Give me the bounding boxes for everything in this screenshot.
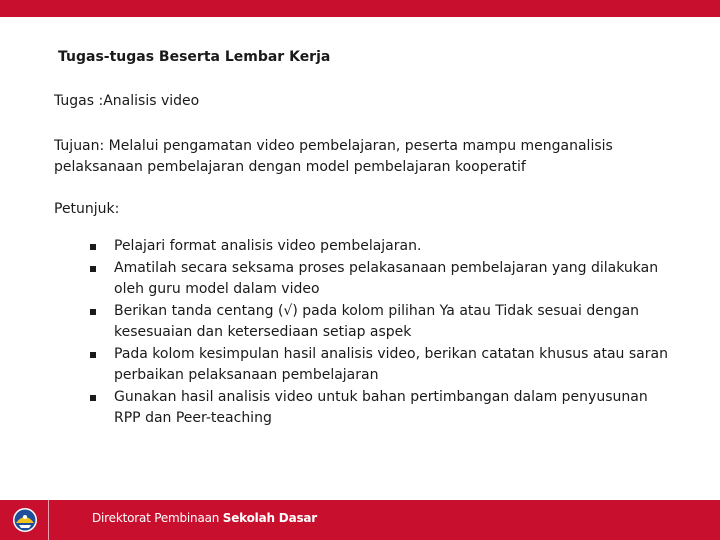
top-accent-bar [0, 0, 720, 17]
square-bullet-icon [90, 244, 96, 250]
tut-wuri-handayani-logo-icon [6, 506, 44, 534]
square-bullet-icon [90, 309, 96, 315]
instruction-text: Amatilah secara seksama proses pelakasanaan pembelajaran yang dilakukan oleh guru model dalam video [114, 259, 659, 297]
square-bullet-icon [90, 395, 96, 401]
footer-divider [48, 500, 49, 540]
square-bullet-icon [90, 266, 96, 272]
task-line: Tugas :Analisis video [54, 93, 200, 109]
footer-label-light: Direktorat Pembinaan [92, 511, 223, 525]
instruction-item [90, 387, 670, 430]
instructions-list [90, 236, 670, 430]
square-bullet-icon [90, 352, 96, 358]
footer-bar [0, 500, 720, 540]
instructions-heading: Petunjuk: [54, 201, 120, 217]
instruction-text: Berikan tanda centang (√) pada kolom pilihan Ya atau Tidak sesuai dengan kesesuaian dan ketersediaan setiap aspek [114, 302, 640, 340]
footer-label [92, 511, 317, 525]
footer-label-bold: Sekolah Dasar [222, 511, 318, 525]
instruction-item [90, 344, 670, 387]
instruction-item [90, 301, 670, 344]
instruction-text: Gunakan hasil analisis video untuk bahan pertimbangan dalam penyusunan RPP dan Peer-teaching [114, 388, 648, 426]
instruction-item [90, 236, 670, 258]
instruction-item [90, 258, 670, 301]
slide-title: Tugas-tugas Beserta Lembar Kerja [58, 49, 331, 65]
instruction-text: Pada kolom kesimpulan hasil analisis video, berikan catatan khusus atau saran perbaikan pelaksanaan pembelajaran [114, 345, 668, 383]
goal-paragraph: Tujuan: Melalui pengamatan video pembelajaran, peserta mampu menganalisis pelaksanaan pembelajaran dengan model pembelajaran kooperatif [54, 138, 613, 175]
instruction-text: Pelajari format analisis video pembelajaran. [114, 238, 422, 254]
